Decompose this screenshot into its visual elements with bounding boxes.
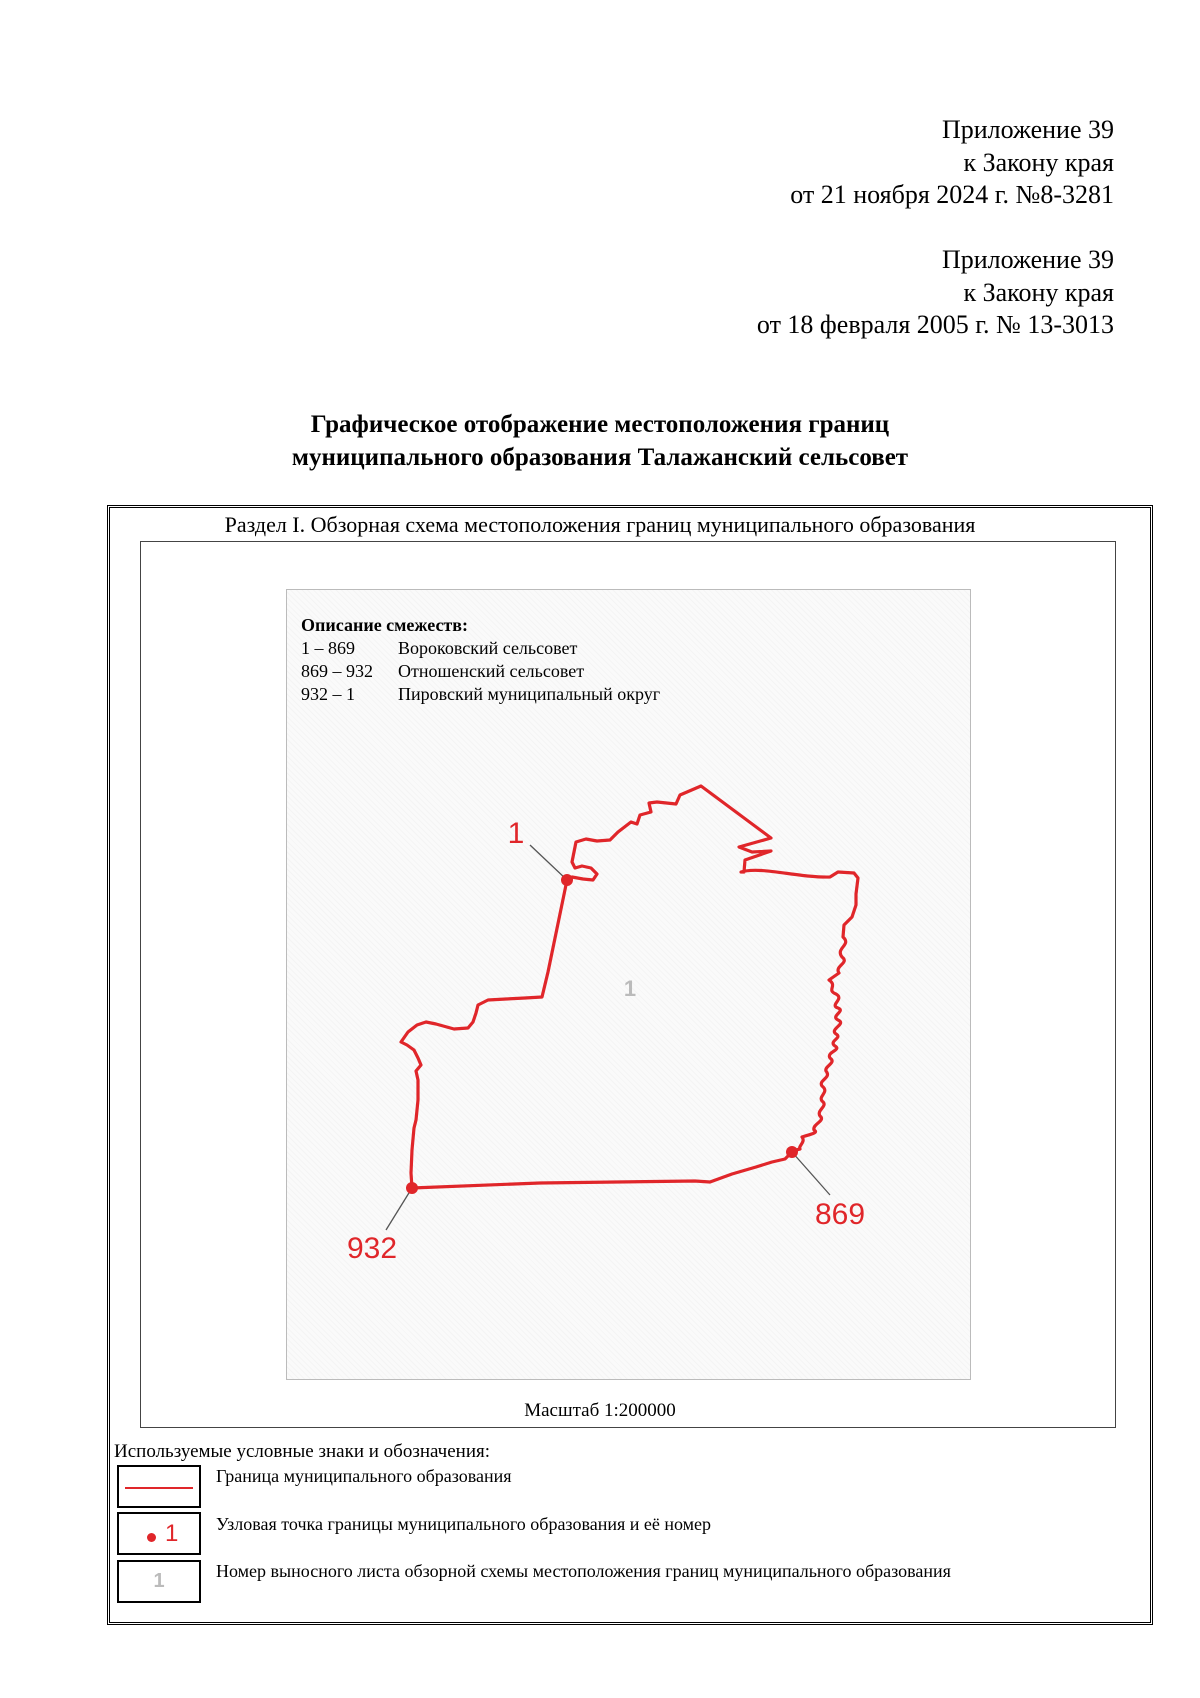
legend-symbol-boundary-line	[117, 1465, 201, 1508]
document-title-line-1: Графическое отображение местоположения границ	[310, 411, 890, 438]
boundary-line-sample	[125, 1487, 193, 1489]
adjacency-range: 869 – 932	[301, 661, 373, 681]
node-dot-icon	[147, 1533, 156, 1542]
node-point-932	[406, 1182, 418, 1194]
legend-text-boundary: Граница муниципального образования	[216, 1466, 512, 1486]
map-scale: Масштаб 1:200000	[524, 1400, 676, 1421]
leader-line-point-1	[530, 845, 567, 880]
section-title: Раздел I. Обзорная схема местоположения границ муниципального образования	[224, 512, 976, 537]
node-point-869	[786, 1146, 798, 1158]
adjacency-heading: Описание смежеств:	[301, 615, 468, 635]
leader-line-point-932	[386, 1188, 412, 1230]
legend-sheet-number: 1	[153, 1570, 165, 1592]
legend-text-sheet-number: Номер выносного листа обзорной схемы местоположения границ муниципального образования	[216, 1561, 951, 1581]
adjacency-range: 1 – 869	[301, 638, 355, 658]
node-point-1	[561, 874, 573, 886]
appendix-title: Приложение 39	[941, 115, 1114, 144]
appendix-title: Приложение 39	[941, 245, 1114, 274]
legend-symbol-sheet-number	[117, 1560, 201, 1603]
appendix-date: от 21 ноября 2024 г. №8-3281	[790, 180, 1114, 209]
appendix-law: к Закону края	[963, 277, 1114, 307]
legend-point-number: 1	[165, 1520, 179, 1547]
leader-line-point-869	[792, 1152, 830, 1195]
document-title-line-2: муниципального образования Талажанский сельсовет	[291, 444, 909, 471]
legend-text-node-point: Узловая точка границы муниципального образования и её номер	[216, 1514, 712, 1534]
appendix-date: от 18 февраля 2005 г. № 13-3013	[756, 310, 1114, 339]
node-label-1: 1	[507, 817, 525, 850]
legend-heading: Используемые условные знаки и обозначения:	[114, 1441, 491, 1462]
adjacency-neighbor: Вороковский сельсовет	[398, 638, 578, 658]
adjacency-range: 932 – 1	[301, 684, 355, 704]
appendix-law: к Закону края	[963, 147, 1114, 177]
node-label-932: 932	[346, 1232, 398, 1265]
sheet-number-label: 1	[623, 976, 637, 1001]
node-label-869: 869	[814, 1198, 866, 1231]
legend-symbol-node-point	[117, 1512, 201, 1555]
adjacency-neighbor: Пировский муниципальный округ	[398, 684, 661, 704]
adjacency-neighbor: Отношенский сельсовет	[398, 661, 585, 681]
